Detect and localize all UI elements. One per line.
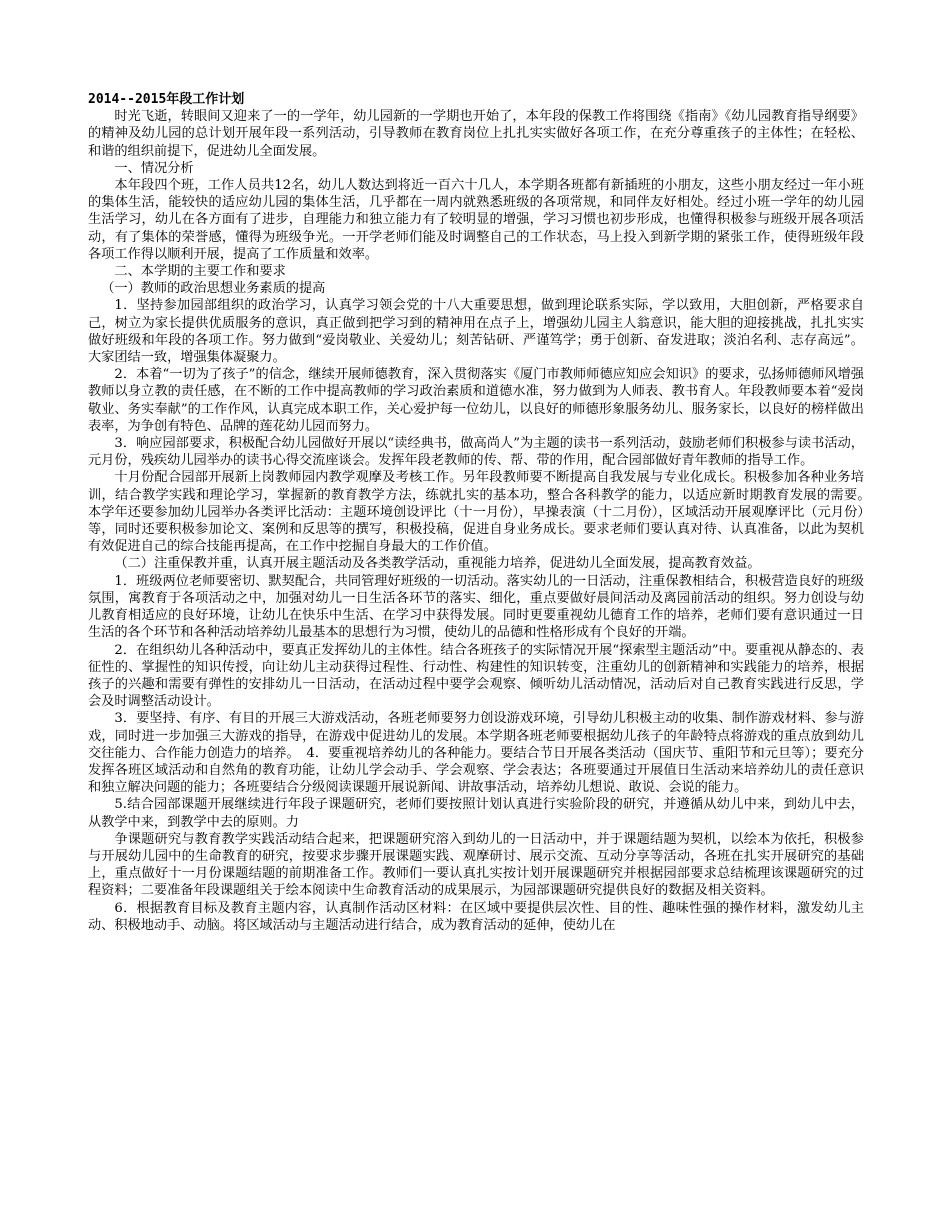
paragraph: 1．班级两位老师要密切、默契配合，共同管理好班级的一切活动。落实幼儿的一日活动，注重保教相结合，积极营造良好的班级氛围，寓教育于各项活动之中，加强对幼儿一日生活各环节的落实、细化，重点要做好晨间活动及离园前活动的组织。努力创设与幼儿教育相适应的良好环境，让幼儿在快乐中生活、在学习中获得发展。同时更要重视幼儿德育工作的培养，老师们要有意识通过一日生活的各个环节和各种活动培养幼儿最基本的思想行为习惯，使幼儿的品德和性格形成有个良好的开端。 <box>88 573 864 641</box>
paragraph: （二）注重保教并重，认真开展主题活动及各类教学活动，重视能力培养，促进幼儿全面发展，提高教育效益。 <box>114 556 761 572</box>
paragraph: 二、本学期的主要工作和要求 <box>114 264 286 280</box>
paragraph: 1．坚持参加园部组织的政治学习，认真学习领会党的十八大重要思想，做到理论联系实际，学以致用，大胆创新，严格要求自己，树立为家长提供优质服务的意识，真正做到把学习到的精神用在点子上，增强幼儿园主人翁意识，能大胆的迎接挑战，扎扎实实做好班级和年段的各项工作。努力做到“爱岗敬业、关爱幼儿；刻苦钻研、严谨笃学；勇于创新、奋发进取；淡泊名利、志存高远”。大家团结一致，增强集体凝聚力。 <box>88 298 864 366</box>
paragraph: 十月份配合园部开展新上岗教师园内教学观摩及考核工作。另年段教师要不断提高自我发展与专业化成长。积极参加各种业务培训，结合教学实践和理论学习，掌握新的教育教学方法，练就扎实的基本功，整合各科教学的能力，以适应新时期教育发展的需要。 本学年还要参加幼儿园举办各类评比活动：主题环境创设评比（十一月份），早操表演（十二月份），区域活动开展观摩评比（元月份）等，同时还要积极参加论文、案例和反思等的撰写，积极投稿，促进自身业务成长。要求老师们要认真对待、认真准备，以此为契机有效促进自己的综合技能再提高，在工作中挖掘自身最大的工作价值。 <box>88 470 878 555</box>
paragraph: 2．本着“一切为了孩子”的信念，继续开展师德教育，深入贯彻落实《厦门市教师师德应知应会知识》的要求，弘扬师德师风增强教师以身立教的责任感，在不断的工作中提高教师的学习政治素质和道德水准，努力做到为人师表、教书育人。年段教师要本着“爱岗敬业、务实奉献”的工作作风，认真完成本职工作，关心爱护每一位幼儿，以良好的师德形象服务幼儿、服务家长，以良好的榜样做出表率，为争创有特色、品牌的莲花幼儿园而努力。 <box>88 367 864 434</box>
paragraph: 5.结合园部课题开展继续进行年段子课题研究，老师们要按照计划认真进行实验阶段的研究，并遵循从幼儿中来，到幼儿中去，从教学中来，到教学中去的原则。力 <box>88 797 864 830</box>
paragraph: 本年段四个班，工作人员共12名，幼儿人数达到将近一百六十几人，本学期各班都有新插班的小朋友，这些小朋友经过一年小班的集体生活，能较快的适应幼儿园的集体生活，几乎都在一周内就熟悉班级的各项常规，和同伴友好相处。经过小班一学年的幼儿园生活学习，幼儿在各方面有了进步，自理能力和独立能力有了较明显的增强，学习习惯也初步形成，也懂得积极参与班级开展各项活动，有了集体的荣誉感，懂得为班级争光。一开学老师们能及时调整自己的工作状态，马上投入到新学期的紧张工作，使得班级年段各项工作得以顺利开展，提高了工作质量和效率。 <box>88 178 864 262</box>
paragraph: 2．在组织幼儿各种活动中，要真正发挥幼儿的主体性。结合各班孩子的实际情况开展“探索型主题活动”中。要重视从静态的、表征性的、掌握性的知识传授，向让幼儿主动获得过程性、行动性、构建性的知识转变，注重幼儿的创新精神和实践能力的培养，根据孩子的兴趣和需要有弹性的安排幼儿一日活动，在活动过程中要学会观察、倾听幼儿活动情况，活动后对自己教育实践进行反思，学会及时调整活动设计。 <box>88 642 864 710</box>
document-title: 2014--2015年段工作计划 <box>88 92 245 107</box>
document-body <box>88 108 878 934</box>
paragraph: 6．根据教育目标及教育主题内容，认真制作活动区材料：在区域中要提供层次性、目的性、趣味性强的操作材料，激发幼儿主动、积极地动手、动脑。将区域活动与主题活动进行结合，成为教育活动的延伸，使幼儿在 <box>88 900 864 933</box>
paragraph: 一、情况分析 <box>114 160 194 176</box>
document-page <box>88 91 878 934</box>
paragraph: 3．要坚持、有序、有目的开展三大游戏活动，各班老师要努力创设游戏环境，引导幼儿积极主动的收集、制作游戏材料、参与游戏，同时进一步加强三大游戏的指导，在游戏中促进幼儿的发展。本学期各班老师要根据幼儿孩子的年龄特点将游戏的重点放到幼儿交往能力、合作能力创造力的培养。 4．要重视培养幼儿的各种能力。要结合节日开展各类活动（国庆节、重阳节和元旦等）；要充分发挥各班区域活动和自然角的教育功能，让幼儿学会动手、学会观察、学会表达；各班要通过开展值日生活动来培养幼儿的责任意识和独立解决问题的能力；各班要结合分级阅读课题开展说新闻、讲故事活动，培养幼儿想说、敢说、会说的能力。 <box>88 711 864 796</box>
paragraph: 争课题研究与教育教学实践活动结合起来，把课题研究溶入到幼儿的一日活动中，并于课题结题为契机，以绘本为依托，积极参与开展幼儿园中的生命教育的研究，按要求步骤开展课题实践、观摩研讨、展示交流、互动分享等活动，各班在扎实开展研究的基础上，重点做好十一月份课题结题的前期准备工作。教师们一要认真扎实按计划开展课题研究并根据园部要求总结梳理该课题研究的过程资料；二要准备年段课题组关于绘本阅读中生命教育活动的成果展示，为园部课题研究提供良好的数据及相关资料。 <box>88 831 864 899</box>
paragraph: 3．响应园部要求，积极配合幼儿园做好开展以“读经典书，做高尚人”为主题的读书一系列活动，鼓励老师们积极参与读书活动，元月份，残疾幼儿园举办的读书心得交流座谈会。发挥年段老教师的传、帮、带的作用，配合园部做好青年教师的指导工作。 <box>88 436 864 469</box>
paragraph: 时光飞逝，转眼间又迎来了一的一学年，幼儿园新的一学期也开始了，本年段的保教工作将围绕《指南》《幼儿园教育指导纲要》的精神及幼儿园的总计划开展年段一系列活动，引导教师在教育岗位上扎扎实实做好各项工作，在充分尊重孩子的主体性；在轻松、和谐的组织前提下，促进幼儿全面发展。 <box>88 109 864 159</box>
paragraph: （一）教师的政治思想业务素质的提高 <box>101 281 326 297</box>
